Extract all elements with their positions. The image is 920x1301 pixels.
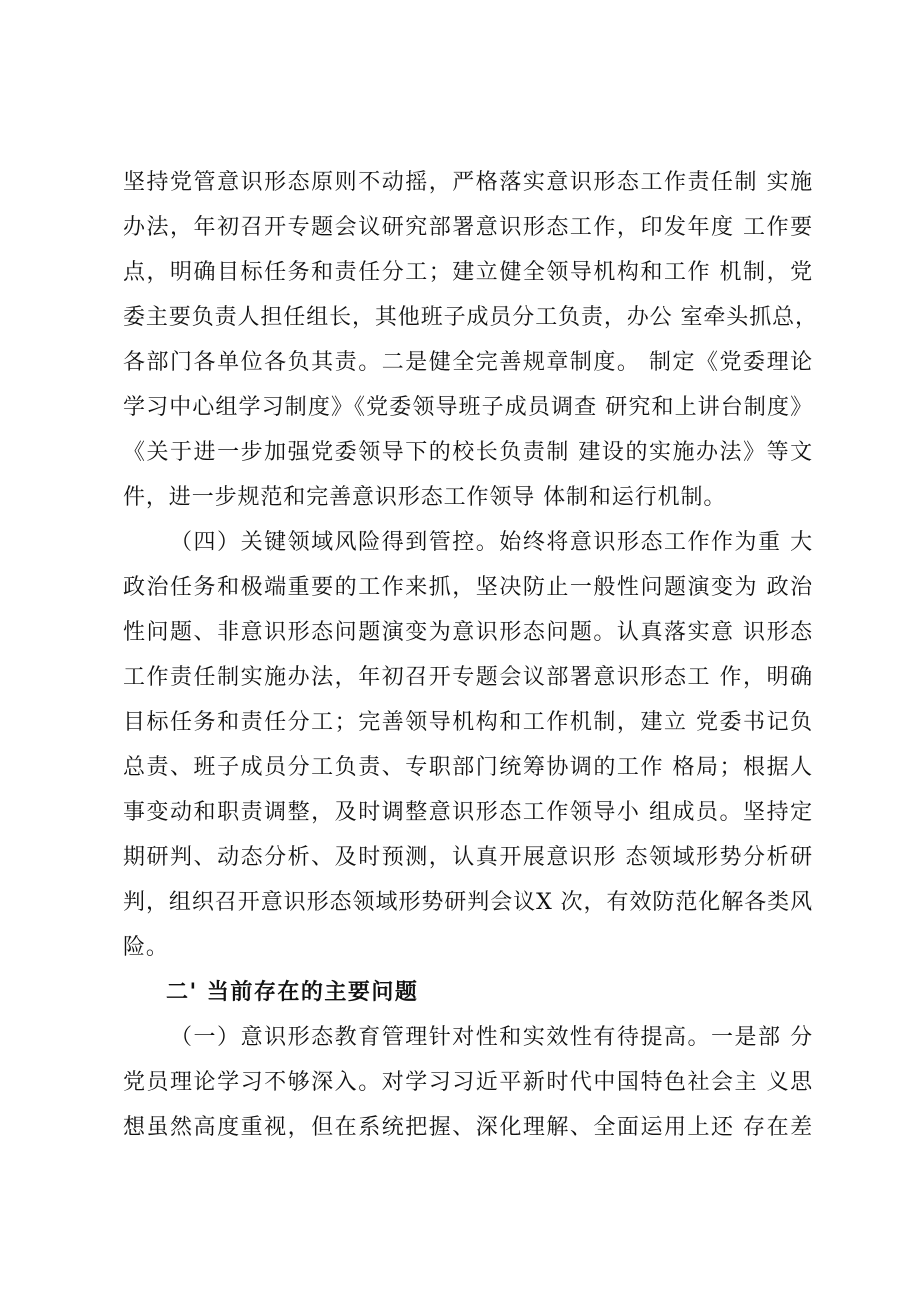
- paragraph-line: 工作责任制实施办法，年初召开专题会议部署意识形态工 作，明确: [123, 665, 813, 690]
- paragraph-line: 政治任务和极端重要的工作来抓，坚决防止一般性问题演变为 政治: [123, 575, 813, 600]
- paragraph-line: 《关于进一步加强党委领导下的校长负责制 建设的实施办法》等文: [123, 440, 813, 465]
- paragraph-line: 委主要负责人担任组长，其他班子成员分工负责，办公 室牵头抓总，: [123, 305, 818, 330]
- paragraph-line: 党员理论学习不够深入。对学习习近平新时代中国特色社会主 义思: [123, 1070, 813, 1095]
- paragraph-line: 办法，年初召开专题会议研究部署意识形态工作，印发年度 工作要: [123, 215, 813, 240]
- paragraph-line: 件，进一步规范和完善意识形态工作领导 体制和运行机制。: [123, 485, 727, 510]
- paragraph-line: 各部门各单位各负其责。二是健全完善规章制度。 制定《党委理论: [123, 350, 813, 375]
- paragraph-line: （一）意识形态教育管理针对性和实效性有待提高。一是部 分: [170, 1025, 813, 1050]
- paragraph-line: 目标任务和责任分工；完善领导机构和工作机制，建立 党委书记负: [123, 710, 813, 735]
- paragraph-line: 想虽然高度重视，但在系统把握、深化理解、全面运用上还 存在差: [123, 1115, 813, 1140]
- paragraph-line: 性问题、非意识形态问题演变为意识形态问题。认真落实意 识形态: [123, 620, 813, 645]
- paragraph-line: 坚持党管意识形态原则不动摇，严格落实意识形态工作责任制 实施: [123, 170, 813, 195]
- paragraph-line: 总责、班子成员分工负责、专职部门统筹协调的工作 格局；根据人: [123, 755, 813, 780]
- paragraph-line: 险。: [123, 935, 169, 960]
- paragraph-line: 事变动和职责调整，及时调整意识形态工作领导小 组成员。坚持定: [123, 800, 813, 825]
- paragraph-line: 点，明确目标任务和责任分工；建立健全领导机构和工作 机制，党: [123, 260, 813, 285]
- paragraph-line: 判，组织召开意识形态领域形势研判会议X 次，有效防范化解各类风: [123, 890, 813, 915]
- paragraph-line: 学习中心组学习制度》《党委领导班子成员调查 研究和上讲台制度》: [123, 395, 813, 420]
- section-heading: 二' 当前存在的主要问题: [166, 980, 419, 1005]
- paragraph-line: 期研判、动态分析、及时预测，认真开展意识形 态领域形势分析研: [123, 845, 813, 870]
- paragraph-line: （四）关键领域风险得到管控。始终将意识形态工作作为重 大: [170, 530, 813, 555]
